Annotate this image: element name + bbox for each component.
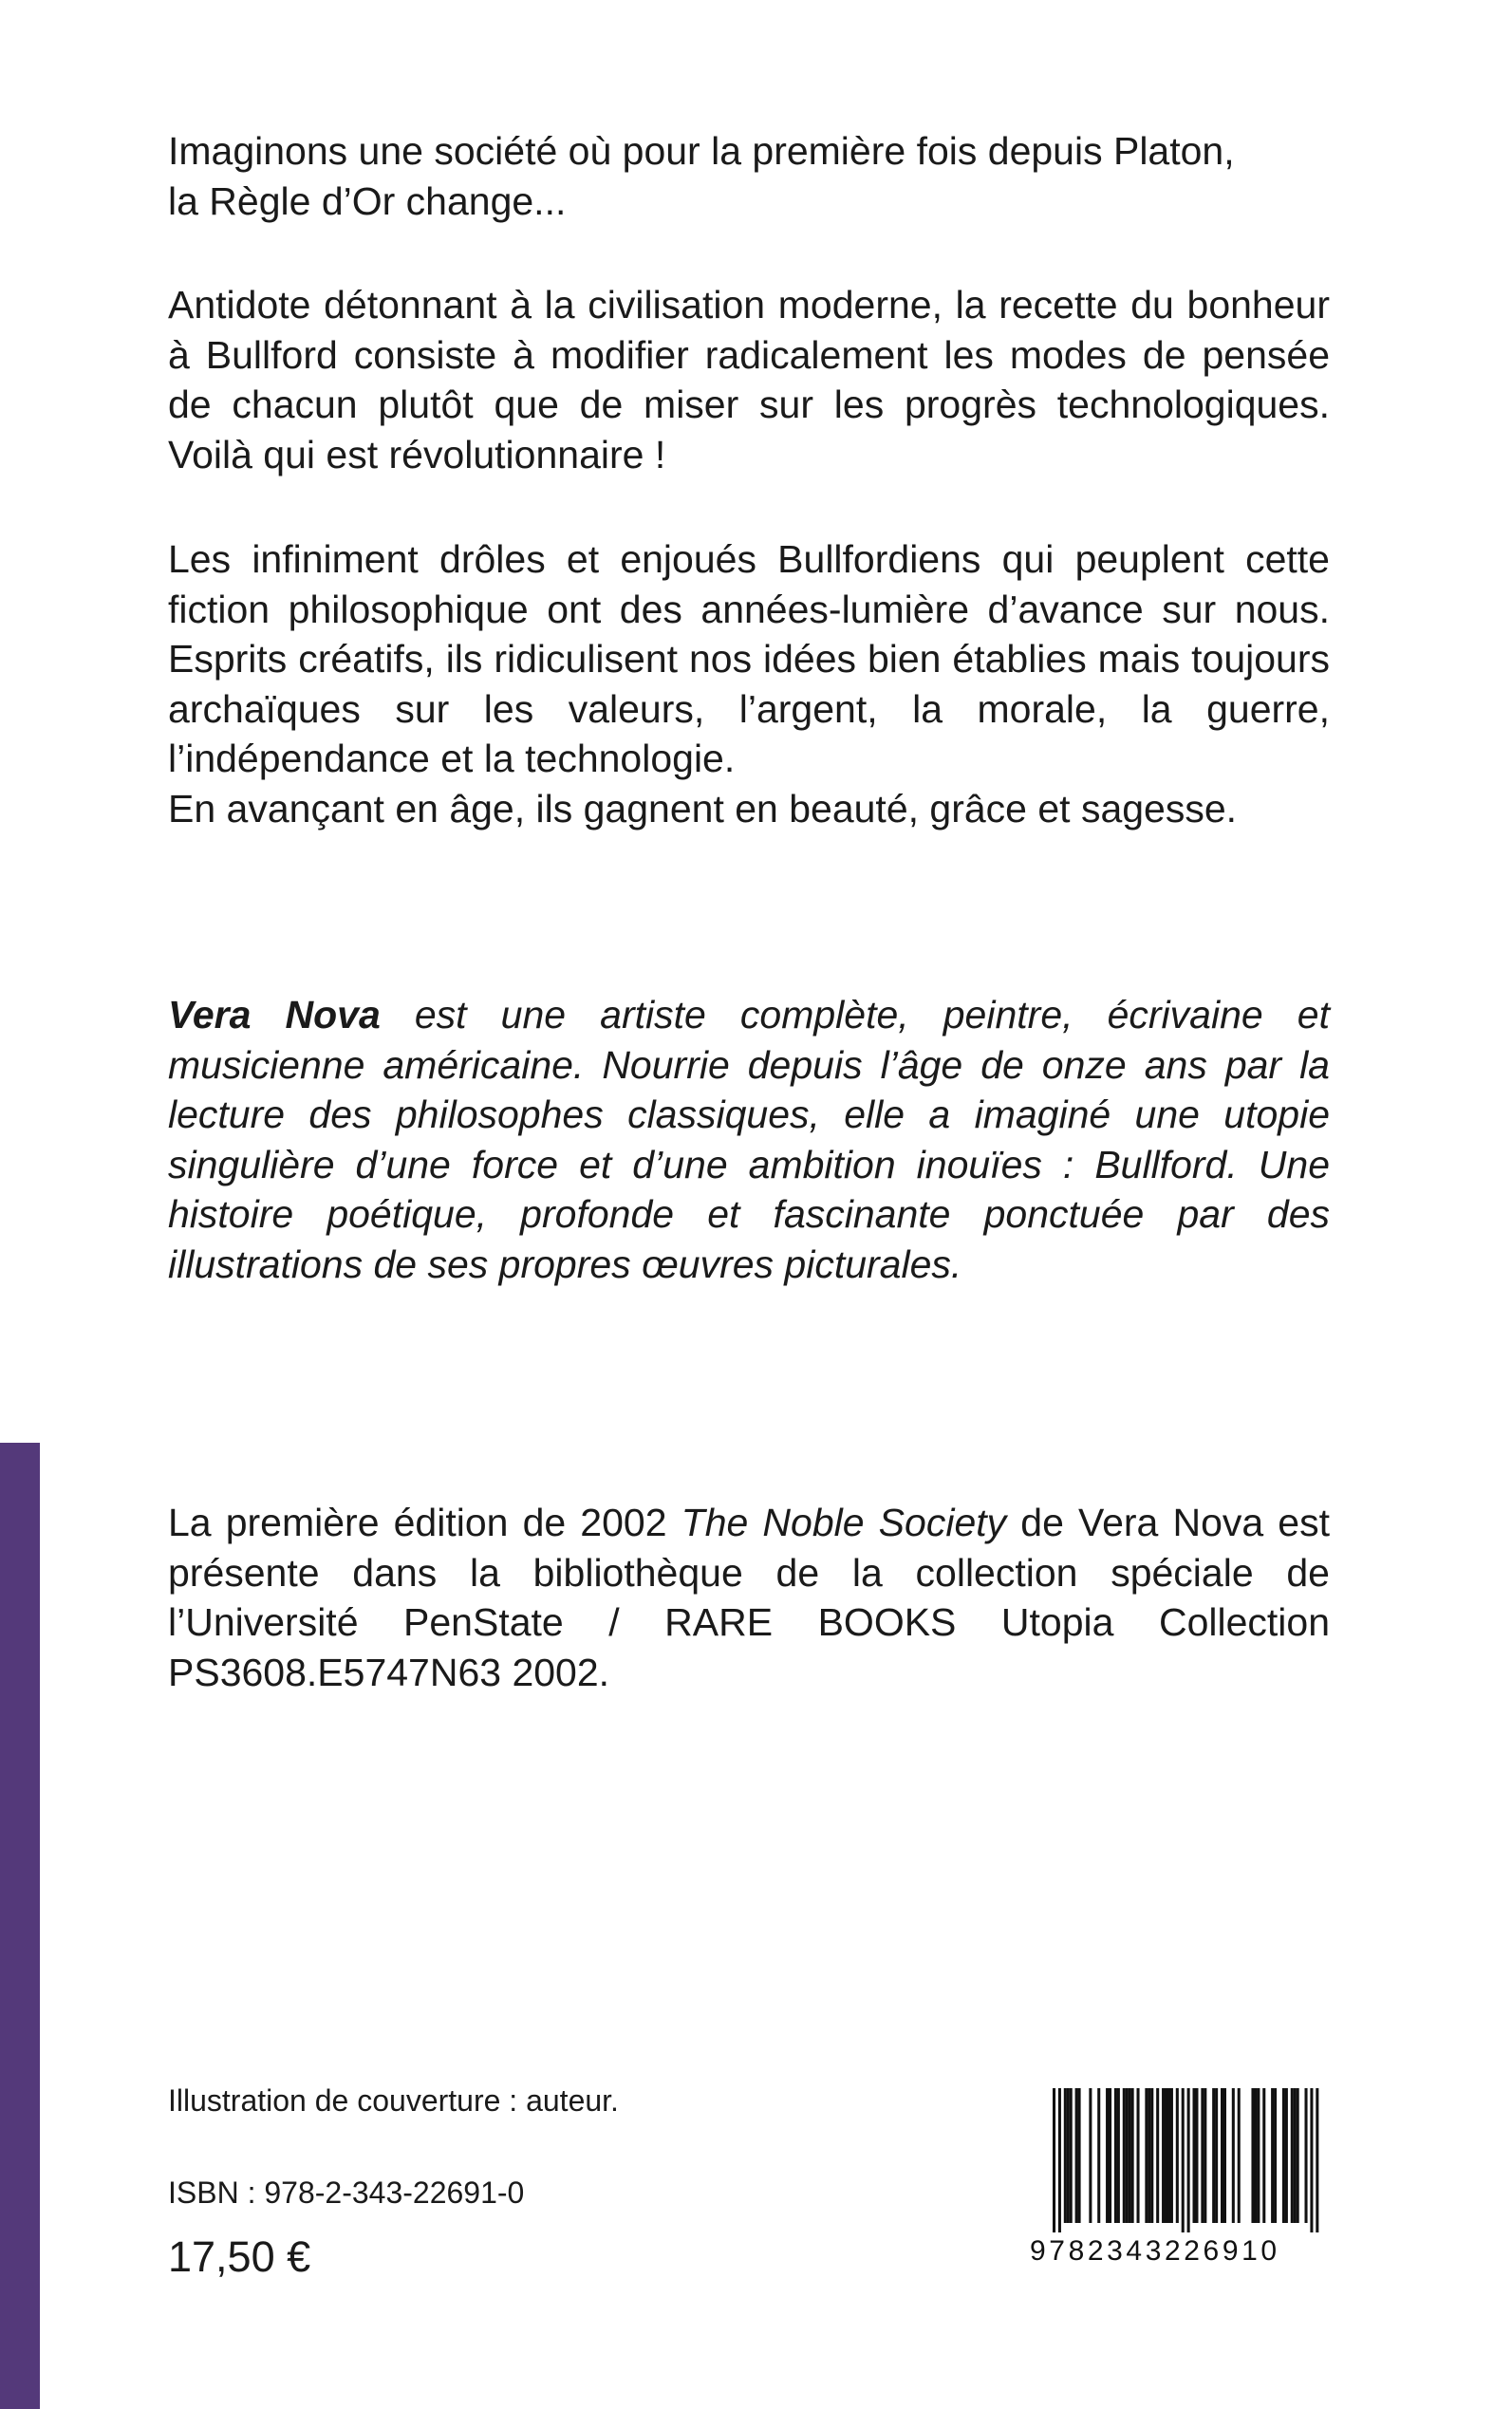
barcode-bar (1215, 2088, 1218, 2223)
barcode-bar (1212, 2088, 1215, 2223)
barcode-bar (1137, 2088, 1140, 2223)
bullfordians-text: Les infiniment drôles et enjoués Bullfordiens qui peuplent cette fiction philosophique ont des années-lumière d’avance sur nous. Esprits créatifs, ils ridiculisent nos idées bien établies mais toujours archaïques sur les valeurs, l’argent, la morale, la guerre, l’indépendance et la technologie. (168, 537, 1330, 780)
barcode-bar (1201, 2088, 1204, 2223)
barcode-bar (1316, 2088, 1318, 2232)
barcode-bar (1257, 2088, 1260, 2223)
barcode-bar (1145, 2088, 1148, 2223)
barcode-bar (1109, 2088, 1111, 2223)
summary-paragraph (168, 280, 1330, 479)
barcode-bar (1182, 2088, 1185, 2232)
book-price: 17,50 € (168, 2232, 311, 2281)
author-bio (168, 990, 1330, 1289)
barcode-bar (1150, 2088, 1153, 2223)
barcode-bar (1285, 2088, 1288, 2223)
barcode-bar (1291, 2088, 1294, 2223)
edition-before: La première édition de 2002 (168, 1501, 681, 1544)
barcode-bar (1297, 2088, 1299, 2223)
barcode-bar (1238, 2088, 1241, 2223)
barcode-bar (1058, 2088, 1061, 2232)
edition-after: de Vera Nova est présente dans la bibliothèque de la collection spéciale de l’Université PenState / RARE BOOKS Utopia Collection PS3608.E5747N63 2002. (168, 1501, 1330, 1694)
barcode-bar (1294, 2088, 1297, 2223)
barcode-bar (1126, 2088, 1129, 2223)
barcode-bar (1176, 2088, 1179, 2223)
isbn-number: ISBN : 978-2-343-22691-0 (168, 2176, 525, 2210)
barcode-bar (1232, 2088, 1235, 2223)
barcode-bar (1106, 2088, 1109, 2223)
barcode-bar (1223, 2088, 1226, 2223)
barcode-bar (1089, 2088, 1092, 2223)
cover-illustration-credit: Illustration de couverture : auteur. (168, 2083, 619, 2118)
barcode-bar (1131, 2088, 1134, 2223)
barcode-bar (1187, 2088, 1190, 2232)
barcode-bar (1195, 2088, 1198, 2223)
intro-line-2: la Règle d’Or change... (168, 178, 567, 223)
barcode-bar (1167, 2088, 1170, 2223)
summary-text: Antidote détonnant à la civilisation moderne, la recette du bonheur à Bullford consiste à modifier radicalement les modes de pensée de chacun plutôt que de miser sur les progrès technologiques. Voilà qui est révolutionnaire ! (168, 283, 1330, 476)
author-name: Vera Nova (168, 993, 381, 1036)
bullfordians-last-line: En avançant en âge, ils gagnent en beauté, grâce et sagesse. (168, 786, 1238, 831)
barcode-bar (1117, 2088, 1120, 2223)
bullfordians-paragraph (168, 534, 1330, 833)
barcode-bar (1053, 2088, 1055, 2232)
intro-line-1: Imaginons une société où pour la première fois depuis Platon, (168, 129, 1235, 173)
barcode-bars (1030, 2088, 1329, 2232)
author-bio-text (168, 990, 1330, 1289)
barcode-bar (1078, 2088, 1081, 2223)
author-bio-body: est une artiste complète, peintre, écrivaine et musicienne américaine. Nourrie depuis l’âge de onze ans par la lecture des philosophes classiques, elle a imaginé une utopie singulière d’une force et d’une ambition inouïes : Bullford. Une histoire poétique, profonde et fascinante ponctuée par des illustrations de ses propres œuvres picturales. (168, 993, 1330, 1286)
isbn-barcode (1030, 2088, 1329, 2278)
barcode-bar (1067, 2088, 1070, 2223)
barcode-bar (1148, 2088, 1150, 2223)
intro-paragraph (168, 126, 1330, 226)
barcode-bar (1254, 2088, 1257, 2223)
barcode-bar (1271, 2088, 1274, 2223)
barcode-digits: 9782343226910 (1030, 2235, 1280, 2267)
barcode-bar (1262, 2088, 1265, 2223)
barcode-bar (1162, 2088, 1165, 2223)
barcode-bar (1310, 2088, 1313, 2232)
barcode-bar (1204, 2088, 1206, 2223)
barcode-bar (1251, 2088, 1254, 2223)
edition-note (168, 1498, 1330, 1697)
barcode-bar (1075, 2088, 1078, 2223)
barcode-bar (1064, 2088, 1067, 2223)
barcode-bar (1165, 2088, 1167, 2223)
barcode-bar (1193, 2088, 1196, 2223)
barcode-bar (1305, 2088, 1308, 2223)
barcode-bar (1129, 2088, 1131, 2223)
barcode-bar (1221, 2088, 1223, 2223)
book-original-title: The Noble Society (681, 1501, 1007, 1544)
barcode-bar (1156, 2088, 1159, 2223)
barcode-bar (1123, 2088, 1126, 2223)
barcode-bar (1114, 2088, 1117, 2223)
edition-text (168, 1498, 1330, 1697)
barcode-bar (1274, 2088, 1277, 2223)
barcode-bar (1070, 2088, 1073, 2223)
barcode-bar (1097, 2088, 1100, 2223)
barcode-bar (1170, 2088, 1173, 2223)
barcode-bar (1282, 2088, 1285, 2223)
spine-color-bar (0, 1443, 40, 2409)
